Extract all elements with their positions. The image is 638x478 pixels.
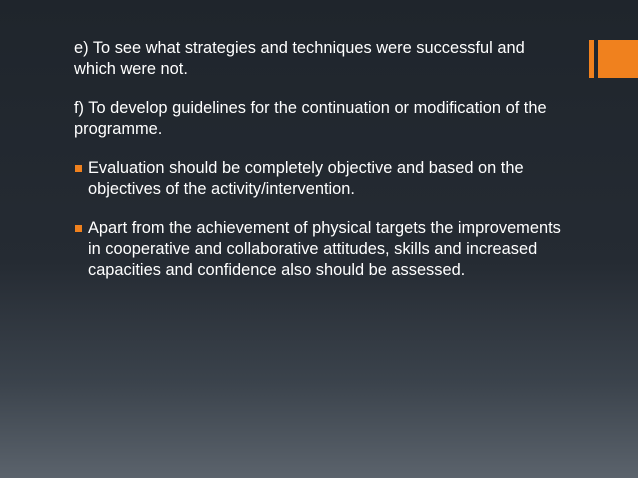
- slide-content: [74, 38, 566, 299]
- accent-bar-thick: [598, 40, 638, 78]
- square-bullet-icon: [75, 165, 82, 172]
- bullet-item-assessment: [74, 218, 566, 281]
- bullet-text: Apart from the achievement of physical targets the improvements in cooperative and collaborative attitudes, skills and increased capacities and confidence also should be assessed.: [88, 219, 561, 279]
- accent-bar-thin: [589, 40, 594, 78]
- bullet-item-evaluation: [74, 158, 566, 200]
- paragraph-f: f) To develop guidelines for the continuation or modification of the programme.: [74, 99, 547, 138]
- bullet-text: Evaluation should be completely objective and based on the objectives of the activity/intervention.: [88, 159, 524, 198]
- paragraph-e: e) To see what strategies and techniques were successful and which were not.: [74, 39, 525, 78]
- square-bullet-icon: [75, 225, 82, 232]
